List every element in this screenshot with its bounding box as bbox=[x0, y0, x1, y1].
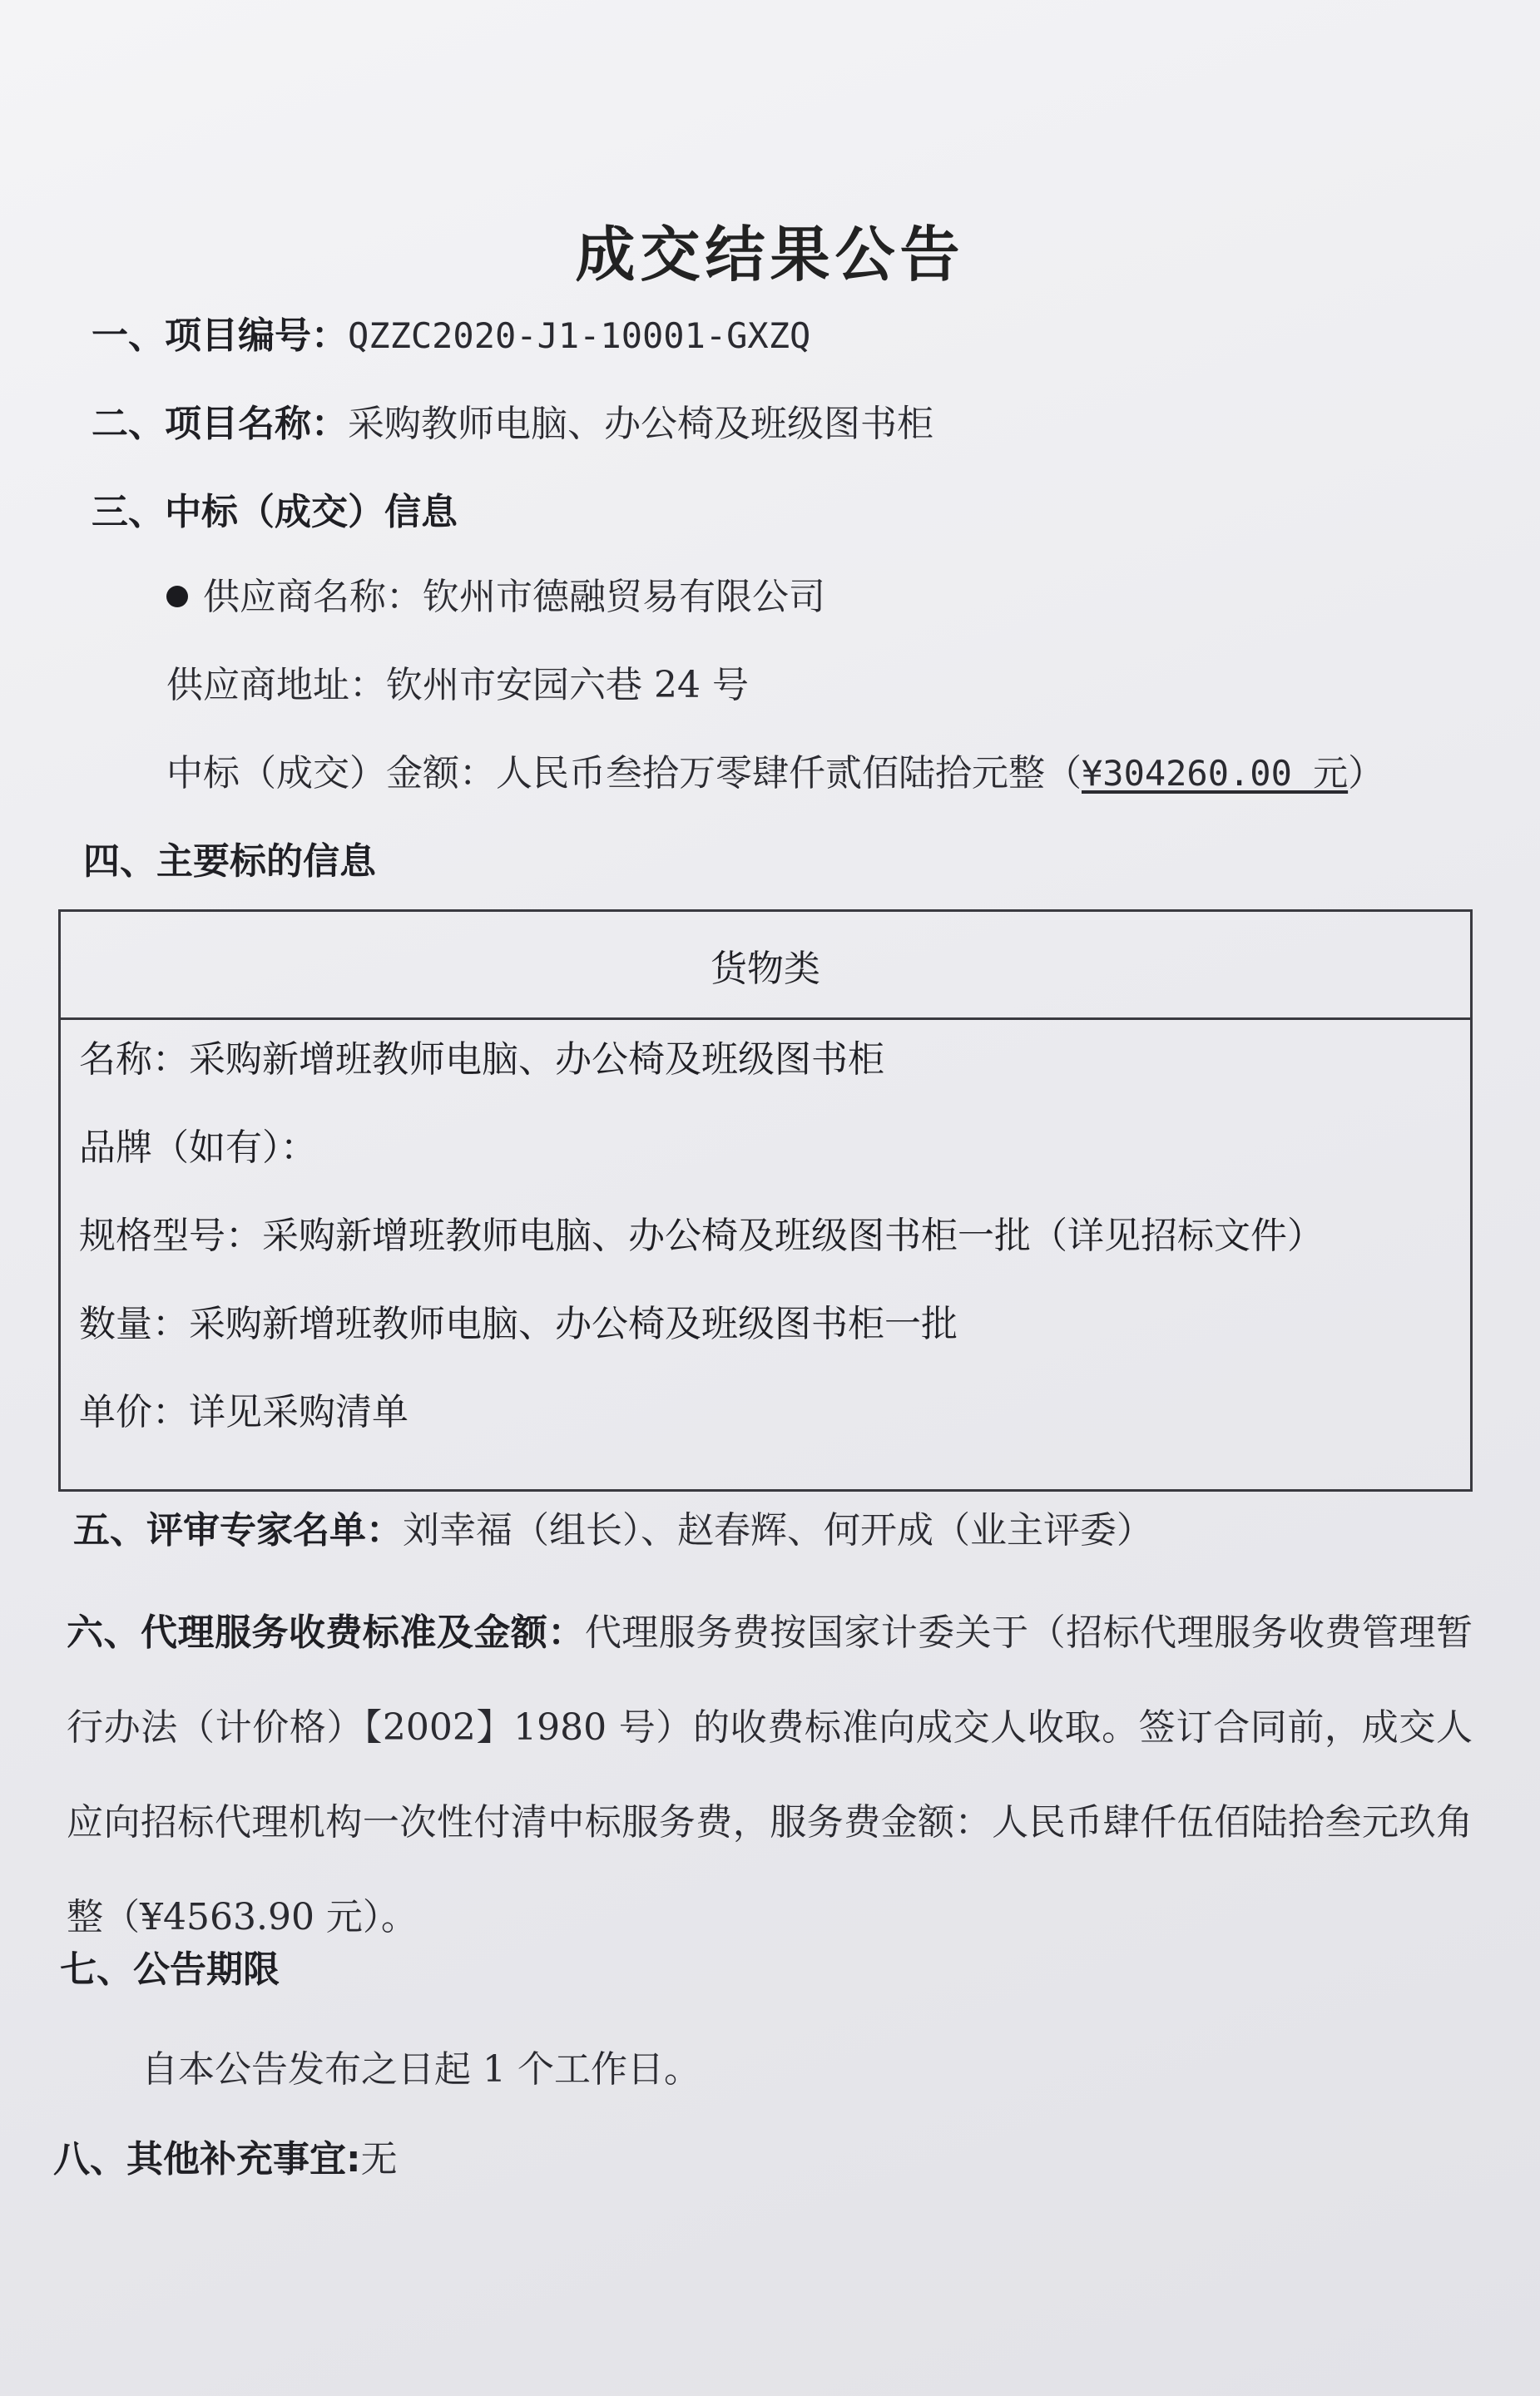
section7-heading: 七、公告期限 bbox=[60, 1948, 280, 1991]
project-number-line bbox=[92, 313, 810, 359]
table-row-quantity: 数量：采购新增班教师电脑、办公椅及班级图书柜一批 bbox=[79, 1303, 958, 1345]
supplier-name-line bbox=[166, 574, 825, 621]
project-name: 采购教师电脑、办公椅及班级图书柜 bbox=[348, 403, 933, 445]
project-name-line bbox=[92, 401, 933, 448]
award-amount-value: ¥304260.00 元 bbox=[1082, 753, 1349, 794]
section3-heading: 三、中标（成交）信息 bbox=[92, 491, 458, 533]
experts-line bbox=[73, 1507, 1153, 1554]
bullet-icon bbox=[166, 586, 188, 607]
section8-heading: 八、其他补充事宜: bbox=[53, 2138, 361, 2181]
section2-heading: 二、项目名称： bbox=[92, 403, 348, 445]
section1-heading: 一、项目编号： bbox=[92, 314, 348, 357]
award-amount-line bbox=[166, 750, 1384, 797]
section6-heading: 六、代理服务收费标准及金额： bbox=[67, 1611, 585, 1654]
award-amount-label: 中标（成交）金额：人民币叁拾万零肆仟贰佰陆拾元整（ bbox=[166, 752, 1082, 795]
notice-period: 自本公告发布之日起 1 个工作日。 bbox=[141, 2048, 701, 2091]
supplier-address: 供应商地址：钦州市安园六巷 24 号 bbox=[166, 664, 749, 706]
section5-heading: 五、评审专家名单： bbox=[73, 1509, 403, 1552]
document-title: 成交结果公告 bbox=[575, 220, 965, 290]
agency-fee-text: 代理服务费按国家计委关于（招标代理服务收费管理暂行办法（计价格）【2002】1980 号）的收费标准向成交人收取。签订合同前，成交人应向招标代理机构一次性付清中标服务费，服务费金额：人民币肆仟伍佰陆拾叁元玖角整（¥4563.90 元）。 bbox=[67, 1611, 1473, 1938]
table-row-name: 名称：采购新增班教师电脑、办公椅及班级图书柜 bbox=[79, 1038, 884, 1081]
agency-fee-paragraph bbox=[67, 1586, 1473, 1965]
table-header: 货物类 bbox=[61, 912, 1470, 1020]
award-amount-close: ） bbox=[1348, 752, 1385, 795]
project-number: QZZC2020-J1-10001-GXZQ bbox=[348, 315, 811, 356]
table-row-unit-price: 单价：详见采购清单 bbox=[79, 1391, 409, 1433]
goods-table bbox=[58, 909, 1473, 1492]
supplier-name: 供应商名称：钦州市德融贸易有限公司 bbox=[203, 576, 825, 618]
experts-list: 刘幸福（组长）、赵春辉、何开成（业主评委） bbox=[403, 1509, 1153, 1552]
other-matters-line bbox=[53, 2136, 398, 2183]
table-row-brand: 品牌（如有）： bbox=[79, 1126, 317, 1169]
table-row-spec: 规格型号：采购新增班教师电脑、办公椅及班级图书柜一批（详见招标文件） bbox=[79, 1215, 1324, 1257]
section4-heading: 四、主要标的信息 bbox=[83, 840, 376, 883]
other-matters: 无 bbox=[360, 2138, 398, 2181]
